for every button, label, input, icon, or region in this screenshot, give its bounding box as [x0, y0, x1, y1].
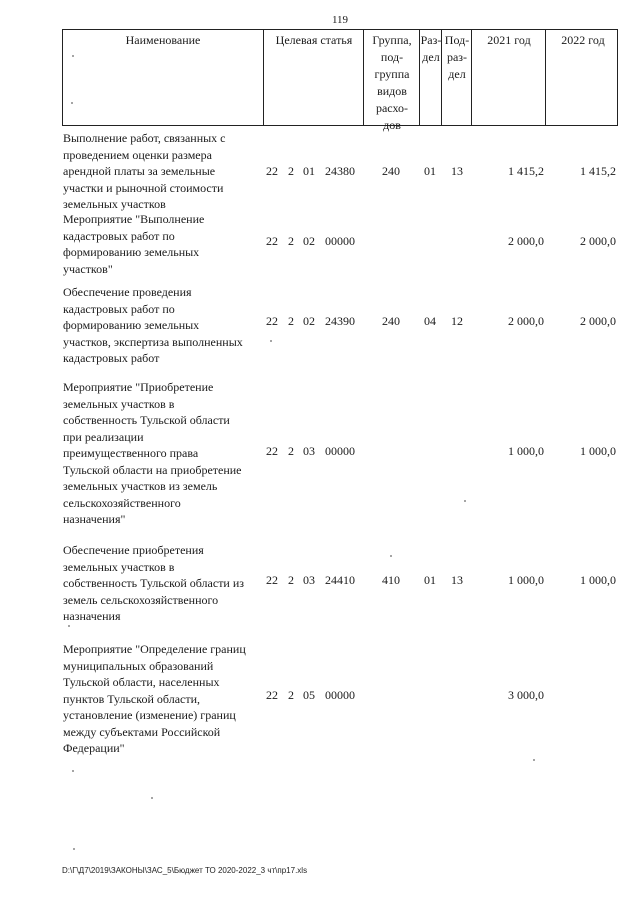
cs-measure: 05: [303, 688, 315, 702]
cs-direction: 00000: [325, 688, 355, 702]
scan-speck: [270, 340, 272, 342]
scan-speck: [151, 797, 153, 799]
row-name: Выполнение работ, связанных с проведением оценки размера арендной платы за земельные участки и рыночной стоимости земельных участков: [63, 131, 226, 211]
header-razdel: Раз- дел: [419, 30, 442, 125]
cs-subprogram: 2: [288, 164, 294, 178]
cs-program: 22: [266, 234, 278, 248]
cs-subprogram: 2: [288, 234, 294, 248]
cs-subprogram: 2: [288, 573, 294, 587]
cs-measure: 03: [303, 573, 315, 587]
value-2022: 1 000,0: [580, 573, 616, 587]
cs-program: 22: [266, 314, 278, 328]
cs-direction: 24390: [325, 314, 355, 328]
header-target-article: Целевая статья: [263, 30, 364, 125]
header-expense-group: Группа, под- группа видов расхо- дов: [363, 30, 420, 125]
expense-group: 240: [382, 314, 400, 328]
value-2021: 1 415,2: [508, 164, 544, 178]
value-2021: 2 000,0: [508, 314, 544, 328]
header-name: Наименование: [125, 33, 201, 47]
podrazdel: 13: [451, 164, 463, 178]
value-2022: 1 000,0: [580, 444, 616, 458]
cs-subprogram: 2: [288, 314, 294, 328]
podrazdel: 13: [451, 573, 463, 587]
page-number: 119: [331, 14, 349, 26]
value-2022: 2 000,0: [580, 314, 616, 328]
row-name: Мероприятие "Определение границ муниципальных образований Тульской области, населенных пунктов Тульской области, установление (изменение) границ между субъектами Российской Федерации": [63, 642, 246, 755]
header-podrazdel: Под- раз- дел: [441, 30, 472, 125]
value-2021: 2 000,0: [508, 234, 544, 248]
scan-speck: [72, 770, 74, 772]
header-year-2022: 2022 год: [545, 30, 620, 125]
row-name: Обеспечение проведения кадастровых работ по формированию земельных участков, экспертиза выполненных кадастровых работ: [63, 285, 243, 365]
scan-speck: [73, 848, 75, 850]
header-year-2021: 2021 год: [471, 30, 546, 125]
row-name: Обеспечение приобретения земельных участков в собственность Тульской области из земель сельскохозяйственного назначения: [63, 543, 245, 623]
cs-program: 22: [266, 444, 278, 458]
value-2021: 1 000,0: [508, 573, 544, 587]
expense-group: 410: [382, 573, 400, 587]
row-name: Мероприятие "Приобретение земельных участков в собственность Тульской области при реализации преимущественного права Тульской области на приобретение земельных участков из земель сельскохозяйственного назначения": [63, 380, 242, 526]
cs-subprogram: 2: [288, 688, 294, 702]
cs-measure: 02: [303, 314, 315, 328]
podrazdel: 12: [451, 314, 463, 328]
value-2022: 2 000,0: [580, 234, 616, 248]
cs-direction: 24410: [325, 573, 355, 587]
razdel: 04: [424, 314, 436, 328]
cs-program: 22: [266, 164, 278, 178]
razdel: 01: [424, 164, 436, 178]
cs-program: 22: [266, 573, 278, 587]
scan-speck: [72, 55, 74, 57]
file-path-footer: D:\Г\Д7\2019\ЗАКОНЫ\ЗАС_5\Бюджет ТО 2020-2022_3 чт\пр17.xls: [62, 866, 308, 875]
razdel: 01: [424, 573, 436, 587]
cs-direction: 00000: [325, 234, 355, 248]
scan-speck: [68, 625, 70, 627]
cs-measure: 02: [303, 234, 315, 248]
expense-group: 240: [382, 164, 400, 178]
value-2021: 3 000,0: [508, 688, 544, 702]
scan-speck: [390, 555, 392, 557]
cs-direction: 24380: [325, 164, 355, 178]
cs-measure: 01: [303, 164, 315, 178]
row-name: Мероприятие "Выполнение кадастровых работ по формированию земельных участков": [63, 212, 205, 276]
scan-speck: [464, 500, 466, 502]
cs-subprogram: 2: [288, 444, 294, 458]
value-2021: 1 000,0: [508, 444, 544, 458]
value-2022: 1 415,2: [580, 164, 616, 178]
cs-program: 22: [266, 688, 278, 702]
table-header: [62, 29, 618, 132]
scan-speck: [71, 102, 73, 104]
cs-direction: 00000: [325, 444, 355, 458]
cs-measure: 03: [303, 444, 315, 458]
scan-speck: [533, 759, 535, 761]
